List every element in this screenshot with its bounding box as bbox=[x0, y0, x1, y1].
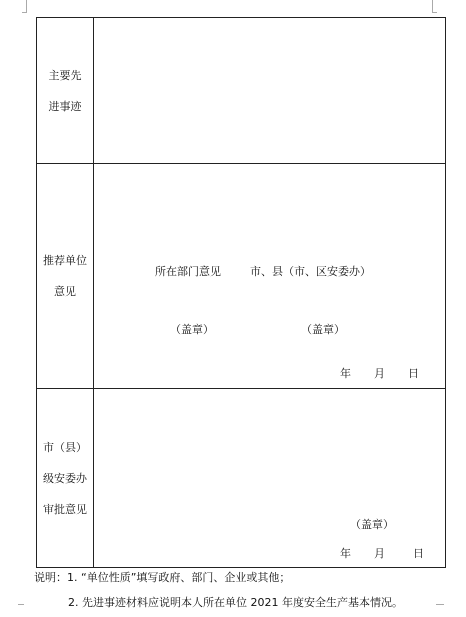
approval-seal-text: （盖章） bbox=[350, 518, 394, 531]
label-recommending-unit-line1: 推荐单位 bbox=[43, 254, 87, 267]
crop-mark-bottom-left bbox=[18, 604, 24, 605]
label-recommending-unit-line2: 意见 bbox=[54, 285, 76, 298]
recommending-unit-content-cell[interactable] bbox=[94, 164, 446, 389]
table-row-recommending-unit bbox=[37, 164, 446, 389]
seal-left-text: （盖章） bbox=[170, 323, 214, 336]
seal-right-text: （盖章） bbox=[301, 323, 345, 336]
date-year-text: 年 bbox=[340, 367, 351, 380]
label-main-deeds-line2: 进事迹 bbox=[48, 99, 82, 113]
table-row-approval bbox=[37, 389, 446, 568]
crop-mark-top-left bbox=[26, 0, 27, 12]
table-row-main-deeds bbox=[37, 18, 446, 164]
label-main-deeds-line1: 主要先 bbox=[48, 68, 82, 82]
date-day-text: 日 bbox=[408, 367, 419, 380]
note-line-1: 说明：1. “单位性质”填写政府、部门、企业或其他； bbox=[34, 571, 291, 584]
notes-section bbox=[34, 570, 403, 609]
approval-content-cell[interactable] bbox=[94, 389, 446, 568]
label-recommending-unit bbox=[37, 164, 94, 389]
label-approval-line3: 审批意见 bbox=[43, 502, 87, 516]
dept-opinion-text: 所在部门意见 bbox=[155, 265, 221, 278]
label-approval-line2: 级安委办 bbox=[43, 471, 87, 485]
approval-date-month-text: 月 bbox=[374, 547, 385, 560]
crop-mark-top-left-h bbox=[22, 12, 27, 13]
recommendation-form-table bbox=[36, 17, 446, 568]
city-opinion-text: 市、县（市、区安委办） bbox=[250, 265, 371, 278]
crop-mark-bottom-right bbox=[436, 604, 444, 605]
note-line-2: 2. 先进事迹材料应说明本人所在单位 2021 年度安全生产基本情况。 bbox=[68, 596, 403, 609]
crop-mark-top-right bbox=[432, 0, 433, 12]
label-approval bbox=[37, 389, 94, 568]
crop-mark-top-right-h bbox=[432, 12, 437, 13]
date-month-text: 月 bbox=[374, 367, 385, 380]
approval-date-day-text: 日 bbox=[413, 547, 424, 560]
label-approval-line1: 市（县） bbox=[43, 440, 87, 454]
approval-date-year-text: 年 bbox=[340, 547, 351, 560]
main-deeds-content-cell[interactable] bbox=[94, 18, 446, 164]
label-main-deeds bbox=[37, 18, 94, 164]
